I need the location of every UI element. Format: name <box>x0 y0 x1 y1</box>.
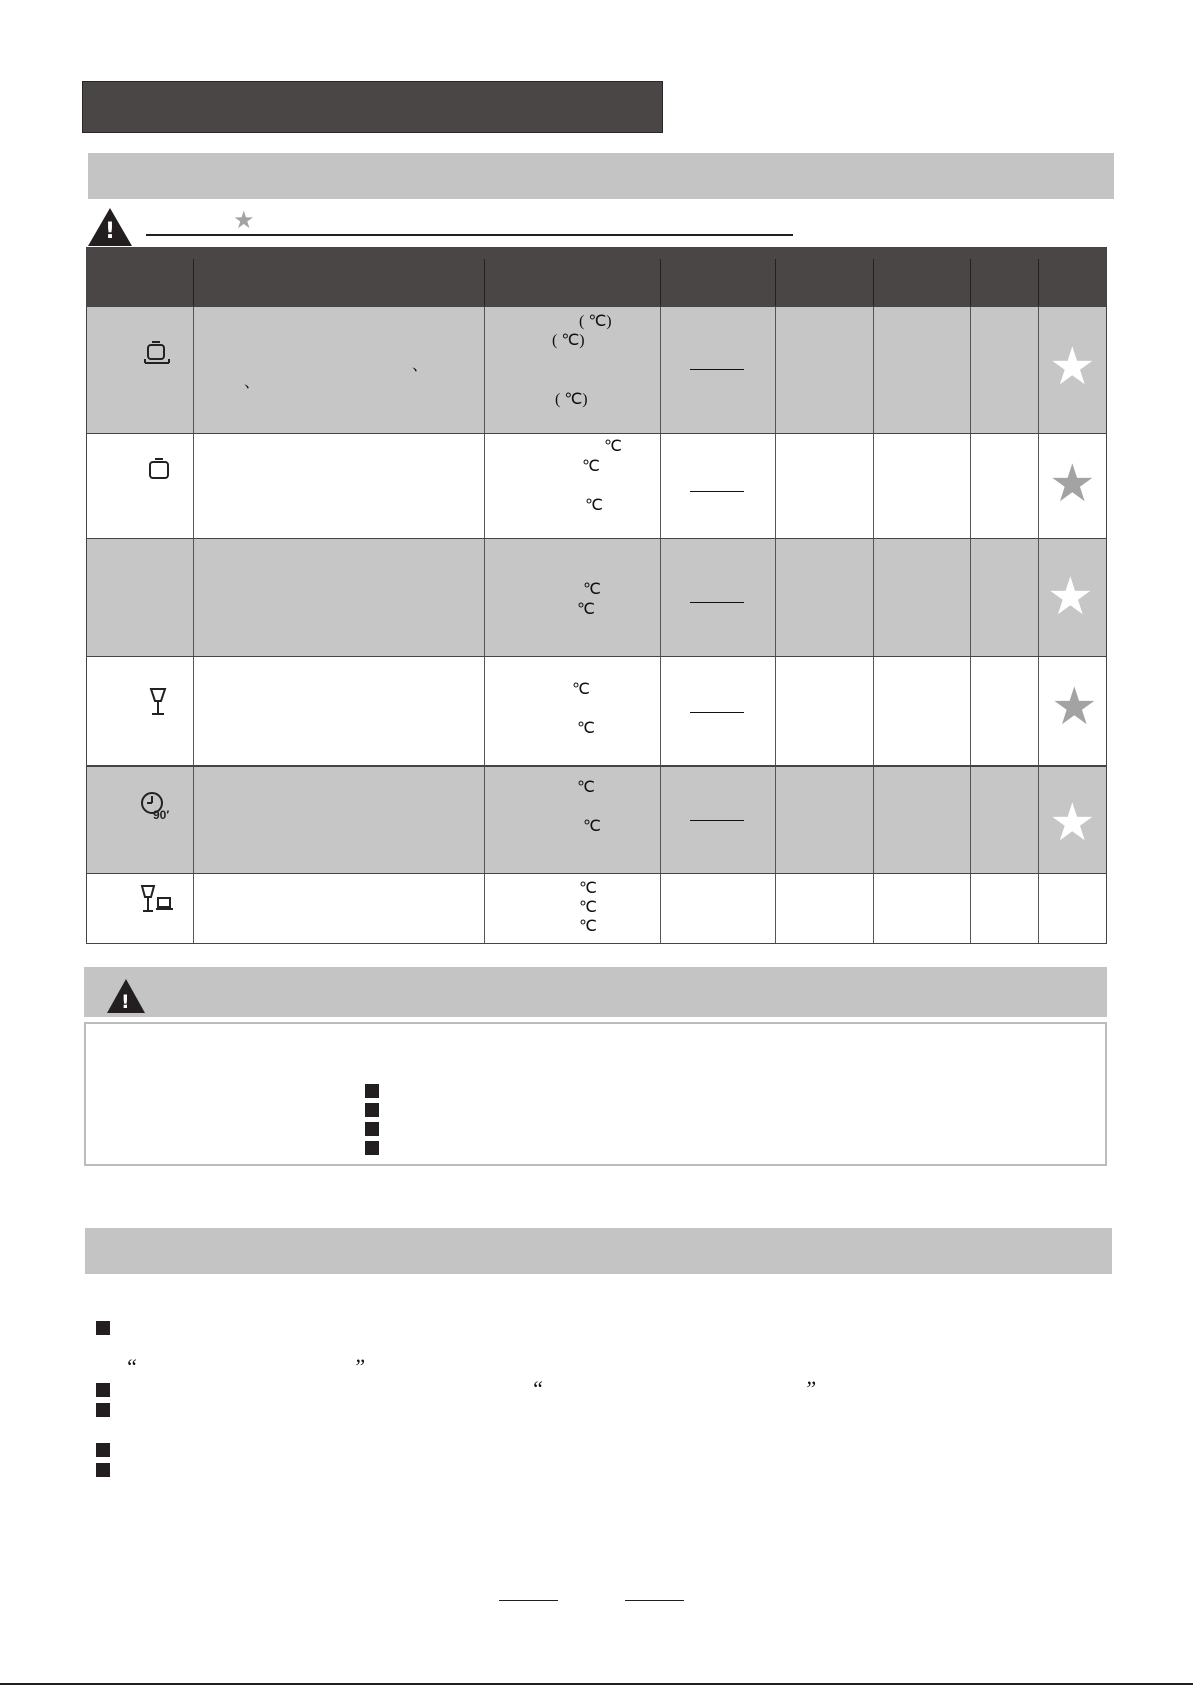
star-icon: ★ <box>1049 337 1096 397</box>
warning-icon: ! <box>107 979 145 1015</box>
row1-temp-2: ( ℃) <box>552 332 585 349</box>
row2-temp-2: ℃ <box>582 458 600 475</box>
row3-temp-2: ℃ <box>577 601 595 618</box>
star-icon: ★ <box>1049 793 1096 853</box>
star-icon: ★ <box>1047 567 1094 627</box>
table-header <box>86 247 1107 306</box>
row4-temp-2: ℃ <box>577 720 595 737</box>
legend-star-icon: ★ <box>233 206 255 234</box>
glass-and-cup-icon <box>140 884 176 914</box>
table-row <box>86 306 1107 434</box>
notice-box <box>84 1022 1107 1166</box>
row6-temp-2: ℃ <box>579 899 597 916</box>
row3-temp-1: ℃ <box>583 581 601 598</box>
row1-mark-b: 、 <box>244 374 261 391</box>
notice-bullet <box>365 1141 379 1155</box>
blank-underline <box>499 1600 558 1601</box>
table-row <box>86 766 1107 874</box>
close-quote: ” <box>804 1376 817 1401</box>
notice-bullet <box>365 1122 379 1136</box>
title-bar <box>82 81 663 133</box>
wine-glass-icon <box>148 687 168 717</box>
legend-underline <box>146 234 793 236</box>
pot-tray-icon <box>142 337 172 367</box>
row1-temp-3: ( ℃) <box>555 391 588 408</box>
row6-temp-1: ℃ <box>579 880 597 897</box>
row5-temp-1: ℃ <box>577 779 595 796</box>
table-row <box>86 657 1107 766</box>
notice-bullet <box>365 1103 379 1117</box>
blank-underline <box>625 1600 684 1601</box>
row1-mark-a: 、 <box>412 357 429 374</box>
row2-temp-1: ℃ <box>604 438 622 455</box>
close-quote: ” <box>353 1354 366 1379</box>
row6-temp-3: ℃ <box>579 918 597 935</box>
table-row <box>86 539 1107 657</box>
star-icon: ★ <box>1051 677 1098 737</box>
section-two-bullet <box>96 1383 110 1397</box>
open-quote: “ <box>125 1354 138 1379</box>
open-quote: “ <box>531 1376 544 1401</box>
clock-90-icon <box>140 791 176 821</box>
table-row <box>86 874 1107 944</box>
section-two-bullet <box>96 1463 110 1477</box>
pot-icon <box>146 455 172 481</box>
section-two-bullet <box>96 1443 110 1457</box>
star-icon: ★ <box>1049 454 1096 514</box>
table-row <box>86 434 1107 539</box>
row5-temp-2: ℃ <box>583 818 601 835</box>
section-two-bullet <box>96 1321 110 1335</box>
notice-bullet <box>365 1084 379 1098</box>
section-header-two <box>85 1228 1112 1274</box>
section-two-bullet <box>96 1403 110 1417</box>
row4-temp-1: ℃ <box>572 681 590 698</box>
section-header-programs <box>88 153 1114 199</box>
program-table <box>86 247 1107 944</box>
notice-header <box>84 967 1107 1017</box>
row2-temp-3: ℃ <box>585 497 603 514</box>
row1-temp-1: ( ℃) <box>579 313 612 330</box>
svg-text:90′: 90′ <box>153 808 170 821</box>
warning-icon: ! <box>88 208 132 248</box>
